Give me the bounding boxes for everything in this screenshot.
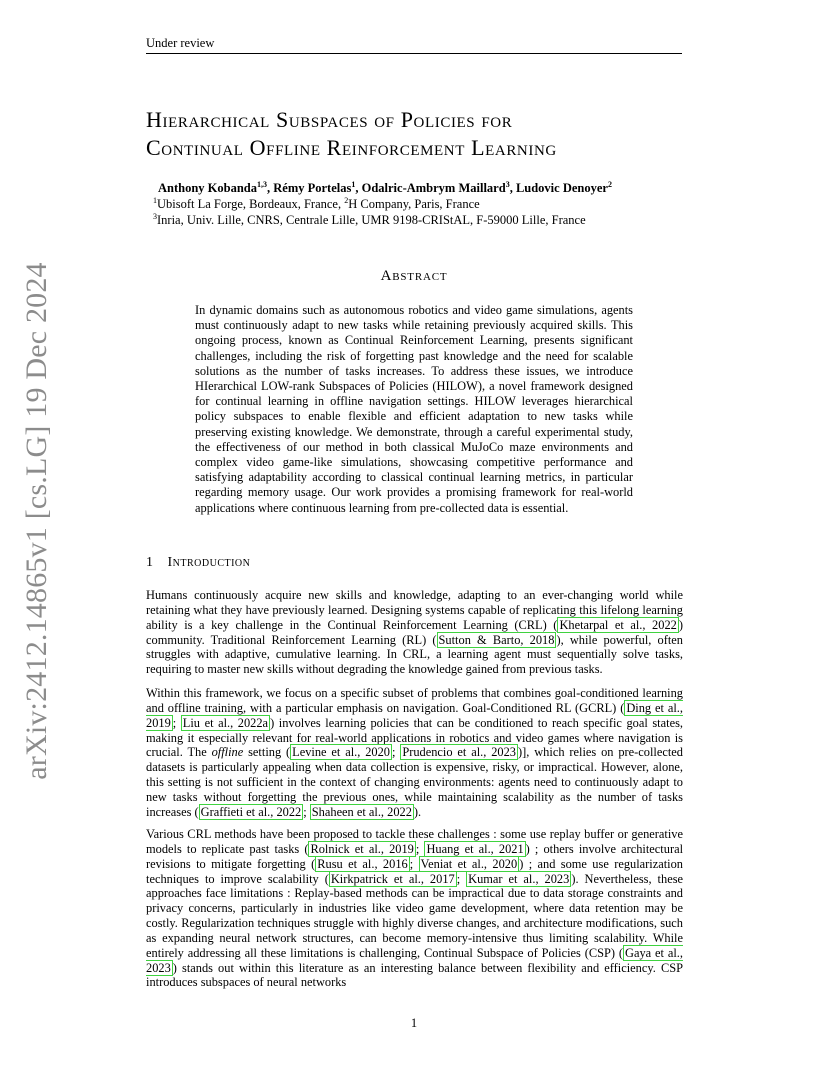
page-number: 1: [410, 1016, 418, 1030]
affil-marker-2: 2: [344, 195, 349, 205]
intro-paragraph-1: Humans continuously acquire new skills and knowledge, adapting to an ever-changing world while retaining what they have previously learned. Designing systems capable of replicating this lifelong learning ability is a key challenge in the Continual Reinforcement Learning (CRL) ( Khetarpal et al., 2022 ) community. Traditional Reinforcement Learning (RL) ( Sutton & Barto, 2018 ), while powerful, often struggles with adaptive, cumulative learning. In CRL, a learning agent must sequentially solve tasks, requiring to master new skills without degrading the knowledge gained from previous tasks.: [146, 588, 683, 677]
citation-link[interactable]: Graffieti et al., 2022: [200, 804, 302, 819]
title-line-2: Continual Offline Reinforcement Learning: [146, 135, 557, 160]
affiliation-line-2: [153, 212, 693, 228]
emphasized-term: offline: [211, 745, 244, 760]
intro-paragraph-2: Within this framework, we focus on a specific subset of problems that combines goal-conditioned learning and offline training, with a particular emphasis on navigation. Goal-Conditioned RL (GCRL) ( Ding et al., 2019 ; Liu et al., 2022a ) involves learning policies that can be conditioned to reach specific goal states, making it especially relevant for real-world applications in robotics and video games where navigation is crucial. The offline setting ( Levine et al., 2020 ; Prudencio et al., 2023 )], which relies on pre-collected datasets is particularly appealing when data collection is expensive, risky, or impractical. However, alone, this setting is not sufficient in the context of changing environments: agents need to continuously adapt to new tasks without forgetting the previous ones, while maintaining scalability as the number of tasks increases ( Graffieti et al., 2022 ; Shaheen et al., 2022 ).: [146, 686, 683, 819]
citation-link[interactable]: Veniat et al., 2020: [420, 856, 518, 871]
affiliation-line-1: [153, 196, 693, 212]
author-list: Anthony Kobanda$^{1,3}$, Rémy Portelas$^1$, Odalric-Ambrym Maillard$^3$, Ludovic Denoyer$^2$: [158, 179, 612, 195]
citation-link[interactable]: Ding et al., 2019: [146, 700, 683, 730]
citation-link[interactable]: Rusu et al., 2016: [317, 856, 408, 871]
running-header: Under review: [146, 36, 682, 54]
author-name: Ludovic Denoyer: [515, 181, 608, 195]
citation-link[interactable]: Gaya et al., 2023: [146, 945, 683, 975]
citation-link[interactable]: Liu et al., 2022a: [182, 715, 269, 730]
affil-marker-1: 1: [153, 195, 157, 205]
citation-link[interactable]: Huang et al., 2021: [426, 841, 524, 856]
arxiv-identifier-text: arXiv:2412.14865v1 [cs.LG] 19 Dec 2024: [20, 262, 53, 780]
citation-link[interactable]: Rolnick et al., 2019: [310, 841, 414, 856]
affiliation-3: Inria, Univ. Lille, CNRS, Centrale Lille, UMR 9198-CRIStAL, F-59000 Lille, France: [157, 213, 586, 227]
abstract-heading: Abstract: [380, 268, 448, 284]
arxiv-identifier: [16, 262, 58, 780]
author-name: Anthony Kobanda: [158, 181, 257, 195]
affiliation-2: H Company, Paris, France: [348, 197, 480, 211]
citation-link[interactable]: Kirkpatrick et al., 2017: [330, 871, 455, 886]
section-title: Introduction: [167, 555, 251, 570]
author-affiliation-marker: 3: [505, 179, 510, 189]
intro-paragraph-3: Various CRL methods have been proposed to tackle these challenges : some use replay buffer or generative models to replicate past tasks ( Rolnick et al., 2019 ; Huang et al., 2021 ) ; others involve architectural revisions to mitigate forgetting ( Rusu et al., 2016 ; Veniat et al., 2020 ) ; and some use regularization techniques to improve scalability ( Kirkpatrick et al., 2017 ; Kumar et al., 2023 ). Nevertheless, these approaches face limitations : Replay-based methods can be impractical due to data storage constraints and privacy concerns, particularly in industries like video game development, where data retention may be costly. Regularization techniques struggle with highly diverse changes, and architecture modifications, such as expanding neural network structures, can become memory-intensive thus limiting scalability. While entirely addressing all these limitations is challenging, Continual Subspace of Policies (CSP) ( Gaya et al., 2023 ) stands out within this literature as an interesting balance between flexibility and efficiency. CSP introduces subspaces of neural networks: [146, 827, 684, 990]
author-name: Rémy Portelas: [273, 181, 352, 195]
citation-link[interactable]: Prudencio et al., 2023: [402, 745, 517, 760]
citation-link[interactable]: Shaheen et al., 2022: [311, 804, 412, 819]
author-affiliation-marker: 2: [607, 179, 612, 189]
abstract-body: In dynamic domains such as autonomous robotics and video game simulations, agents must continuously adapt to new tasks while retaining previously acquired skills. This ongoing process, known as Continual Reinforcement Learning, presents significant challenges, including the risk of forgetting past knowledge and the need for scalable solutions as the number of tasks increases. To address these issues, we introduce HIerarchical LOW-rank Subspaces of Policies (HILOW), a novel framework designed for continual learning in offline navigation settings. HILOW leverages hierarchical policy subspaces to enable flexible and efficient adaptation to new tasks while preserving existing knowledge. We demonstrate, through a careful experimental study, the effectiveness of our method in both classical MuJoCo maze environments and complex video game-like simulations, showcasing competitive performance and satisfying adaptability according to classical continual learning metrics, in particular regarding memory usage. Our work provides a promising framework for real-world applications where continuous learning from pre-collected data is essential.: [195, 303, 633, 515]
affiliation-1: Ubisoft La Forge, Bordeaux, France,: [157, 197, 345, 211]
section-number: 1: [146, 555, 154, 570]
affil-marker-3: 3: [153, 211, 157, 221]
citation-link[interactable]: Levine et al., 2020: [292, 745, 390, 760]
paper-title: [146, 106, 686, 162]
section-heading: [146, 555, 250, 571]
citation-link[interactable]: Khetarpal et al., 2022: [559, 617, 677, 632]
citation-link[interactable]: Sutton & Barto, 2018: [438, 632, 555, 647]
author-affiliation-marker: 1,3: [257, 179, 267, 189]
author-affiliation-marker: 1: [351, 179, 356, 189]
title-line-1: Hierarchical Subspaces of Policies for: [146, 107, 513, 132]
citation-link[interactable]: Kumar et al., 2023: [468, 871, 570, 886]
author-name: Odalric-Ambrym Maillard: [361, 181, 506, 195]
